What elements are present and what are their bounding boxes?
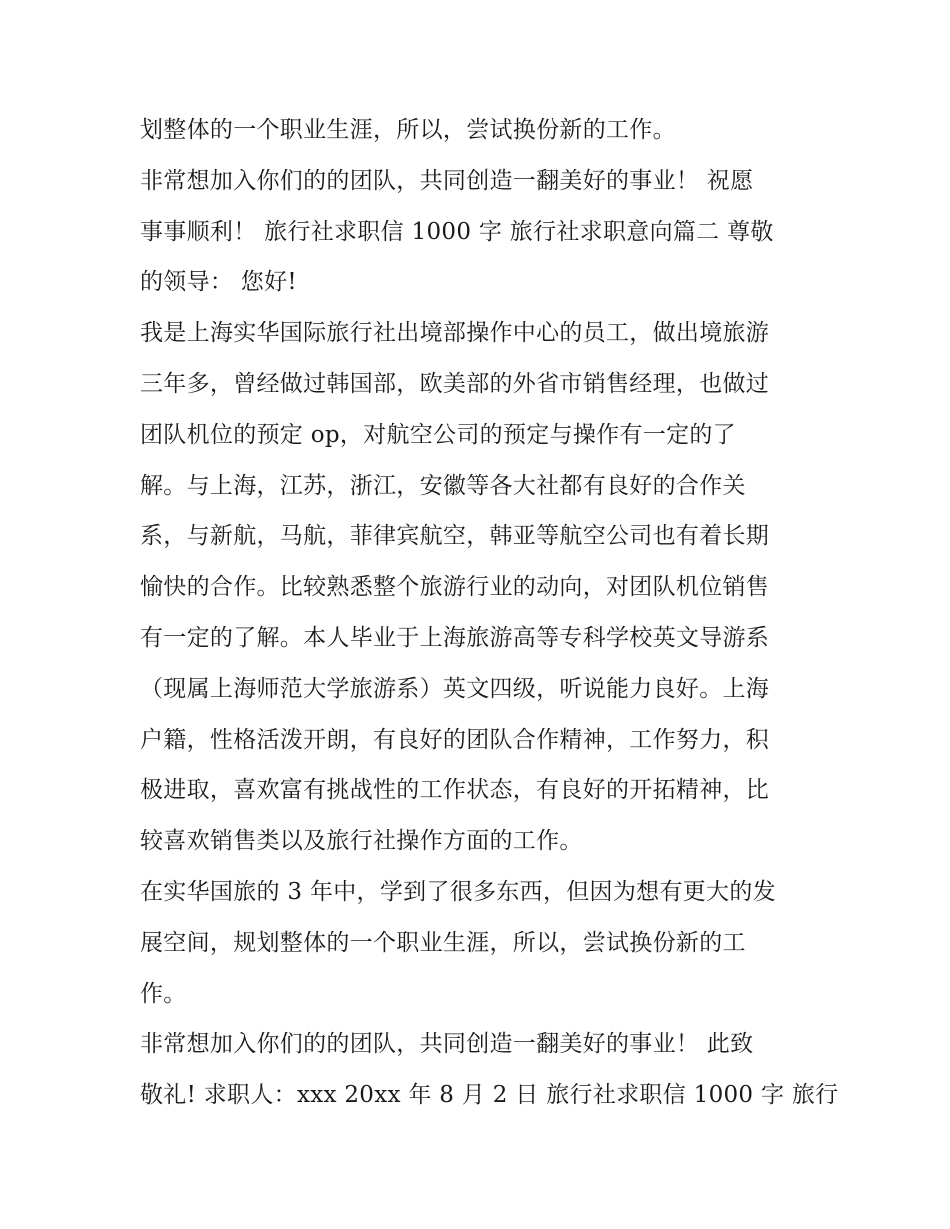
text-line: 三年多，曾经做过韩国部，欧美部的外省市销售经理，也做过 xyxy=(140,370,770,397)
text-line: （现属上海师范大学旅游系）英文四级，听说能力良好。上海 xyxy=(140,675,770,702)
text-line: 作。 xyxy=(140,980,187,1007)
text-line: 有一定的了解。本人毕业于上海旅游高等专科学校英文导游系 xyxy=(140,624,770,651)
text-line: 解。与上海，江苏，浙江，安徽等各大社都有良好的合作关 xyxy=(140,472,746,499)
text-line: 在实华国旅的 3 年中，学到了很多东西，但因为想有更大的发 xyxy=(140,878,776,905)
text-line: 展空间，规划整体的一个职业生涯，所以，尝试换份新的工 xyxy=(140,929,746,956)
text-line: 非常想加入你们的的团队，共同创造一翻美好的事业！ 祝愿 xyxy=(140,167,754,194)
text-line: 户籍，性格活泼开朗，有良好的团队合作精神，工作努力，积 xyxy=(140,726,770,753)
text-line: 较喜欢销售类以及旅行社操作方面的工作。 xyxy=(140,828,583,855)
document-body-text xyxy=(140,105,839,1121)
text-line: 我是上海实华国际旅行社出境部操作中心的员工，做出境旅游 xyxy=(140,320,770,347)
text-line: 敬礼! 求职人：xxx 20xx 年 8 月 2 日 旅行社求职信 1000 字 旅行 xyxy=(140,1082,839,1109)
text-line: 的领导： 您好! xyxy=(140,269,297,296)
text-line: 划整体的一个职业生涯，所以，尝试换份新的工作。 xyxy=(140,117,676,143)
text-line: 极进取，喜欢富有挑战性的工作状态，有良好的开拓精神，比 xyxy=(140,777,770,804)
text-line: 事事顺利！ 旅行社求职信 1000 字 旅行社求职意向篇二 尊敬 xyxy=(140,218,774,245)
text-line: 系，与新航，马航，菲律宾航空，韩亚等航空公司也有着长期 xyxy=(140,523,770,550)
text-line: 团队机位的预定 op，对航空公司的预定与操作有一定的了 xyxy=(140,421,736,448)
text-line: 愉快的合作。比较熟悉整个旅游行业的动向，对团队机位销售 xyxy=(140,574,770,601)
text-line: 非常想加入你们的的团队，共同创造一翻美好的事业！ 此致 xyxy=(140,1031,754,1058)
